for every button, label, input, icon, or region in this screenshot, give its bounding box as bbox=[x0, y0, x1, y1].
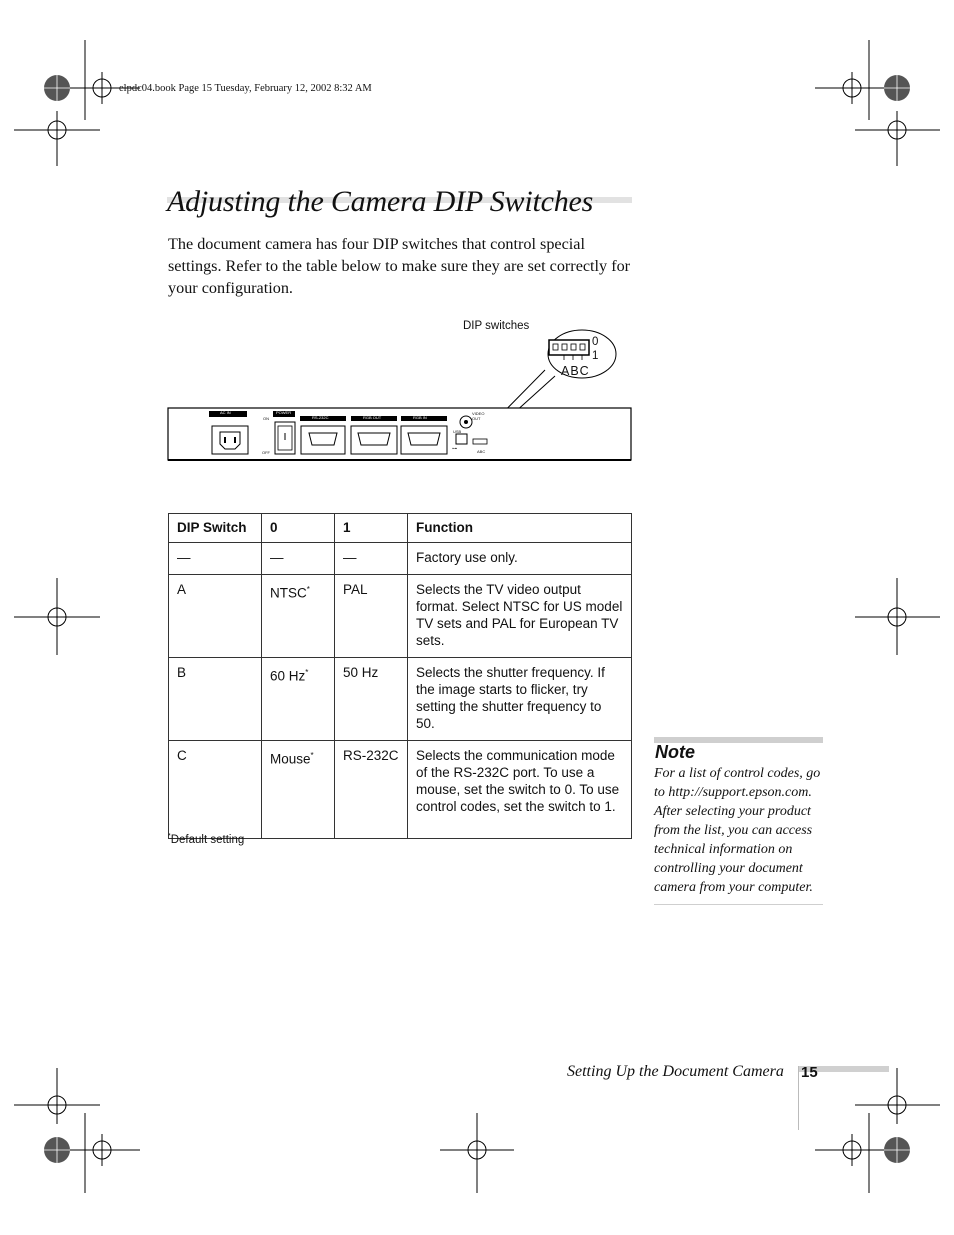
page-number: 15 bbox=[801, 1064, 818, 1081]
cell-function: Factory use only. bbox=[408, 543, 632, 575]
panel-label-on: ON bbox=[263, 416, 269, 421]
footnote-marker: * bbox=[168, 833, 171, 840]
table-row bbox=[169, 658, 632, 741]
footnote-text: Default setting bbox=[170, 833, 245, 846]
function-keyword: PAL bbox=[491, 616, 516, 631]
table-footnote bbox=[168, 833, 244, 846]
col-header-function: Function bbox=[408, 514, 632, 543]
cell-zero bbox=[262, 658, 335, 741]
dip-zero-label: 0 bbox=[592, 336, 599, 348]
col-header-dip-switch: DIP Switch bbox=[169, 514, 262, 543]
function-text: for US model TV sets and bbox=[416, 599, 623, 631]
function-text: port. To use a mouse, set the switch to bbox=[416, 765, 595, 797]
note-body: For a list of control codes, go to http://support.epson.com. After selecting your product from the list, you can access technical information on controlling your document camera from your computer. bbox=[654, 766, 821, 895]
table-row bbox=[169, 543, 632, 575]
panel-label-rgb-out: RGB OUT bbox=[363, 415, 382, 420]
camera-rear-panel-figure bbox=[160, 320, 640, 470]
col-header-one: 1 bbox=[335, 514, 408, 543]
cell-zero-value: Mouse bbox=[270, 751, 311, 767]
dip-letters-label: ABC bbox=[561, 364, 590, 378]
cell-one: PAL bbox=[335, 575, 408, 658]
dip-switch-table bbox=[168, 513, 632, 839]
cell-zero-value: NTSC bbox=[270, 585, 307, 601]
cell-function: Selects the shutter frequency. If the image starts to flicker, try setting the shutter frequency to 50. bbox=[408, 658, 632, 741]
panel-label-usb: USB bbox=[453, 429, 462, 434]
panel-label-abc: ABC bbox=[477, 449, 486, 454]
panel-label-rs232c: RS-232C bbox=[312, 415, 329, 420]
function-text: for European TV sets. bbox=[416, 616, 619, 648]
note-divider bbox=[654, 904, 823, 905]
function-keyword: NTSC bbox=[503, 599, 540, 614]
function-text: Selects the communication mode of the bbox=[416, 748, 615, 780]
panel-label-ac-in: AC IN bbox=[220, 410, 231, 415]
cell-one: 50 Hz bbox=[335, 658, 408, 741]
cell-one: RS-232C bbox=[335, 741, 408, 839]
col-header-zero: 0 bbox=[262, 514, 335, 543]
cell-zero-value: 60 Hz bbox=[270, 668, 306, 684]
default-marker: * bbox=[306, 585, 310, 594]
print-header-line: elpdc04.book Page 15 Tuesday, February 12, 2002 8:32 AM bbox=[119, 83, 372, 94]
intro-paragraph: The document camera has four DIP switches that control special settings. Refer to the table below to make sure they are set correctly for your configuration. bbox=[168, 235, 631, 297]
cell-switch: — bbox=[169, 543, 262, 575]
function-text: Selects the TV video output format. Select bbox=[416, 582, 581, 614]
cell-switch: A bbox=[169, 575, 262, 658]
cell-zero bbox=[262, 575, 335, 658]
panel-label-rgb-in: RGB IN bbox=[413, 415, 427, 420]
cell-zero: — bbox=[262, 543, 335, 575]
function-keyword: RS-232C bbox=[453, 765, 510, 780]
function-keyword: 0 bbox=[564, 782, 573, 797]
cell-function bbox=[408, 575, 632, 658]
cell-one: — bbox=[335, 543, 408, 575]
page-title: Adjusting the Camera DIP Switches bbox=[167, 185, 594, 218]
default-marker: * bbox=[305, 668, 309, 677]
function-text: . bbox=[611, 799, 616, 814]
default-marker: * bbox=[310, 751, 314, 760]
note-title: Note bbox=[655, 742, 695, 762]
dip-switches-callout-label: DIP switches bbox=[463, 320, 530, 332]
dip-one-label: 1 bbox=[592, 350, 599, 362]
footer-divider bbox=[798, 1066, 799, 1130]
table-row bbox=[169, 575, 632, 658]
panel-label-off: OFF bbox=[262, 450, 270, 455]
cell-switch: B bbox=[169, 658, 262, 741]
table-row bbox=[169, 741, 632, 839]
svg-text:⊶: ⊶ bbox=[452, 446, 457, 452]
usb-port bbox=[456, 434, 467, 444]
table-header-row bbox=[169, 514, 632, 543]
panel-label-video-out: VIDEO OUT bbox=[472, 411, 485, 421]
function-text: . To use control codes, set the switch to bbox=[416, 782, 620, 814]
cell-function bbox=[408, 741, 632, 839]
cell-zero bbox=[262, 741, 335, 839]
panel-label-power: POWER bbox=[276, 410, 292, 415]
cell-switch: C bbox=[169, 741, 262, 839]
function-keyword: 1 bbox=[604, 799, 612, 814]
footer-section-title: Setting Up the Document Camera bbox=[567, 1063, 784, 1080]
